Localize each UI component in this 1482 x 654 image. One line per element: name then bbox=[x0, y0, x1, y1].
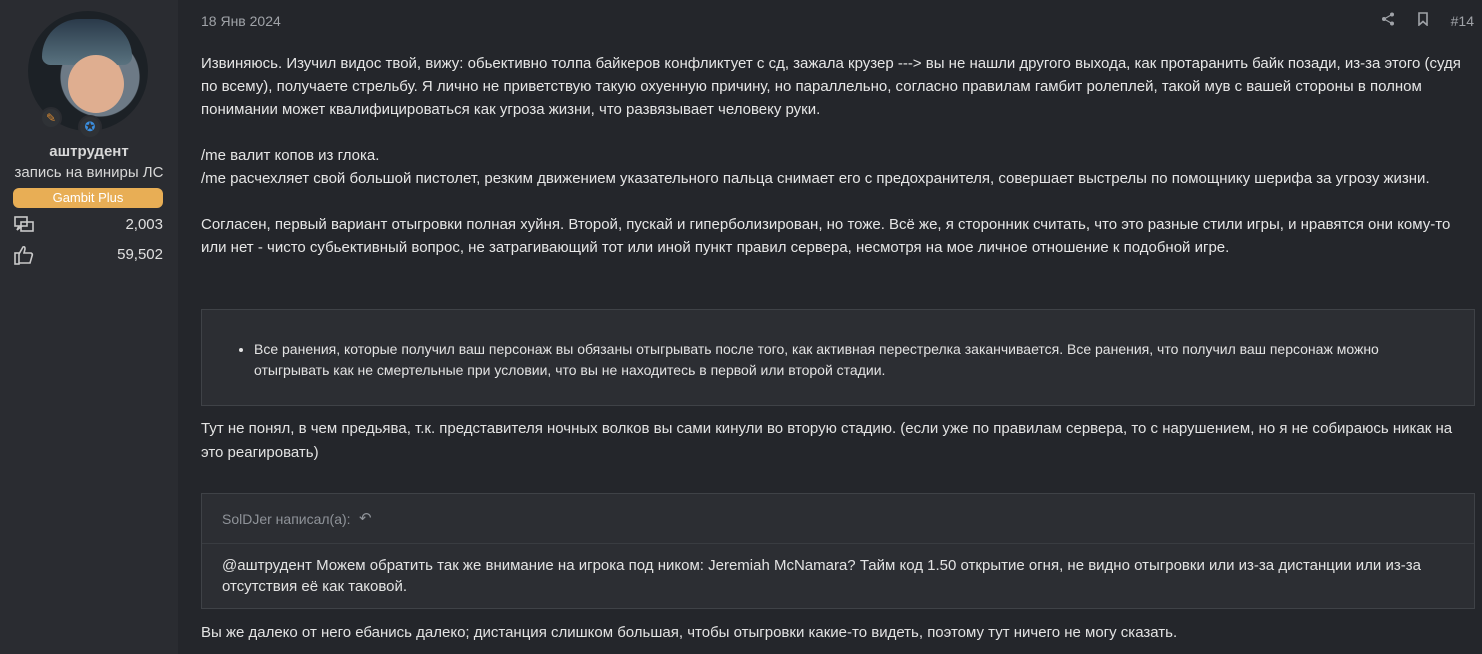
user-mention[interactable]: @аштрудент bbox=[222, 557, 312, 574]
thumbs-up-icon bbox=[13, 244, 35, 266]
post-actions bbox=[1381, 12, 1474, 29]
user-title: запись на виниры ЛС bbox=[14, 164, 164, 181]
messages-icon bbox=[13, 214, 35, 236]
quote-header bbox=[202, 494, 1474, 544]
paragraph-2: /me валит копов из глока. bbox=[201, 147, 380, 164]
paragraph-6: Вы же далеко от него ебанись далеко; дистанция слишком большая, чтобы отыгровки какие-то видеть, поэтому тут ничего не могу сказать. bbox=[201, 624, 1178, 641]
quote-text: Можем обратить так же внимание на игрока под ником: Jeremiah McNamara? Тайм код 1.50 открытие огня, не видно отыгровки или из-за дистанции или из-за отсутствия её как таковой. bbox=[222, 557, 1421, 595]
trophy-badge-icon[interactable]: ✎ bbox=[40, 107, 62, 129]
messages-count: 2,003 bbox=[125, 216, 163, 233]
reactions-count: 59,502 bbox=[117, 246, 163, 263]
share-icon[interactable] bbox=[1381, 12, 1395, 29]
blockquote bbox=[201, 493, 1475, 609]
paragraph-5: Тут не понял, в чем предьява, т.к. представителя ночных волков вы сами кинули во вторую стадию. (если уже по правилам сервера, то с нарушением, но я не собираюсь никак на это реагировать) bbox=[201, 420, 1453, 461]
quote-body bbox=[222, 555, 1442, 597]
username[interactable]: аштрудент bbox=[49, 143, 129, 160]
post-number[interactable]: #14 bbox=[1450, 12, 1474, 29]
shield-badge-icon[interactable]: ✪ bbox=[78, 115, 102, 139]
messages-stat bbox=[13, 214, 163, 236]
go-to-quote-icon[interactable]: ↶ bbox=[359, 510, 372, 527]
rule-quote-box bbox=[201, 309, 1475, 406]
avatar[interactable] bbox=[28, 11, 148, 134]
post-body bbox=[201, 52, 1477, 259]
paragraph-3: /me расчехляет свой большой пистолет, резким движением указательного пальца снимает его с предохранителя, совершает выстрелы по помощнику шерифа за угрозу жизни. bbox=[201, 170, 1430, 187]
bookmark-icon[interactable] bbox=[1417, 12, 1429, 29]
post-date[interactable]: 18 Янв 2024 bbox=[201, 13, 281, 29]
user-sidebar bbox=[0, 0, 178, 654]
paragraph-1: Извиняюсь. Изучил видос твой, вижу: обьективно толпа байкеров конфликтует с сд, зажала крузер ---> вы не нашли другого выхода, как протаранить байк позади, из-за этого (судя по всему), получаете стрельбу. Я лично не приветствую такую охуенную причину, но параллельно, согласно правилам гамбит ролеплей, такой мув с вашей стороны в полном понимании может квалифицироваться как угроза жизни, что развязывает человеку руки. bbox=[201, 55, 1461, 118]
reactions-stat bbox=[13, 244, 163, 266]
rule-list-item: • Все ранения, которые получил ваш персонаж вы обязаны отыгрывать после того, как активная перестрелка заканчивается. Все ранения, что получил ваш персонаж можно отыгрывать как не смертельные при условии, что вы не находитесь в первой или второй стадии. bbox=[254, 339, 1434, 381]
quote-author[interactable]: SolDJer написал(а): bbox=[222, 511, 351, 527]
user-banner: Gambit Plus bbox=[13, 188, 163, 208]
paragraph-4: Согласен, первый вариант отыгровки полная хуйня. Второй, пускай и гиперболизирован, но тоже. Всё же, я сторонник считать, что это разные стили игры, и нравятся они кому-то или нет - чисто субьективный вопрос, не затрагивающий тот или иной пункт правил сервера, несмотря на мое личное отношение к подобной игре. bbox=[201, 216, 1451, 256]
